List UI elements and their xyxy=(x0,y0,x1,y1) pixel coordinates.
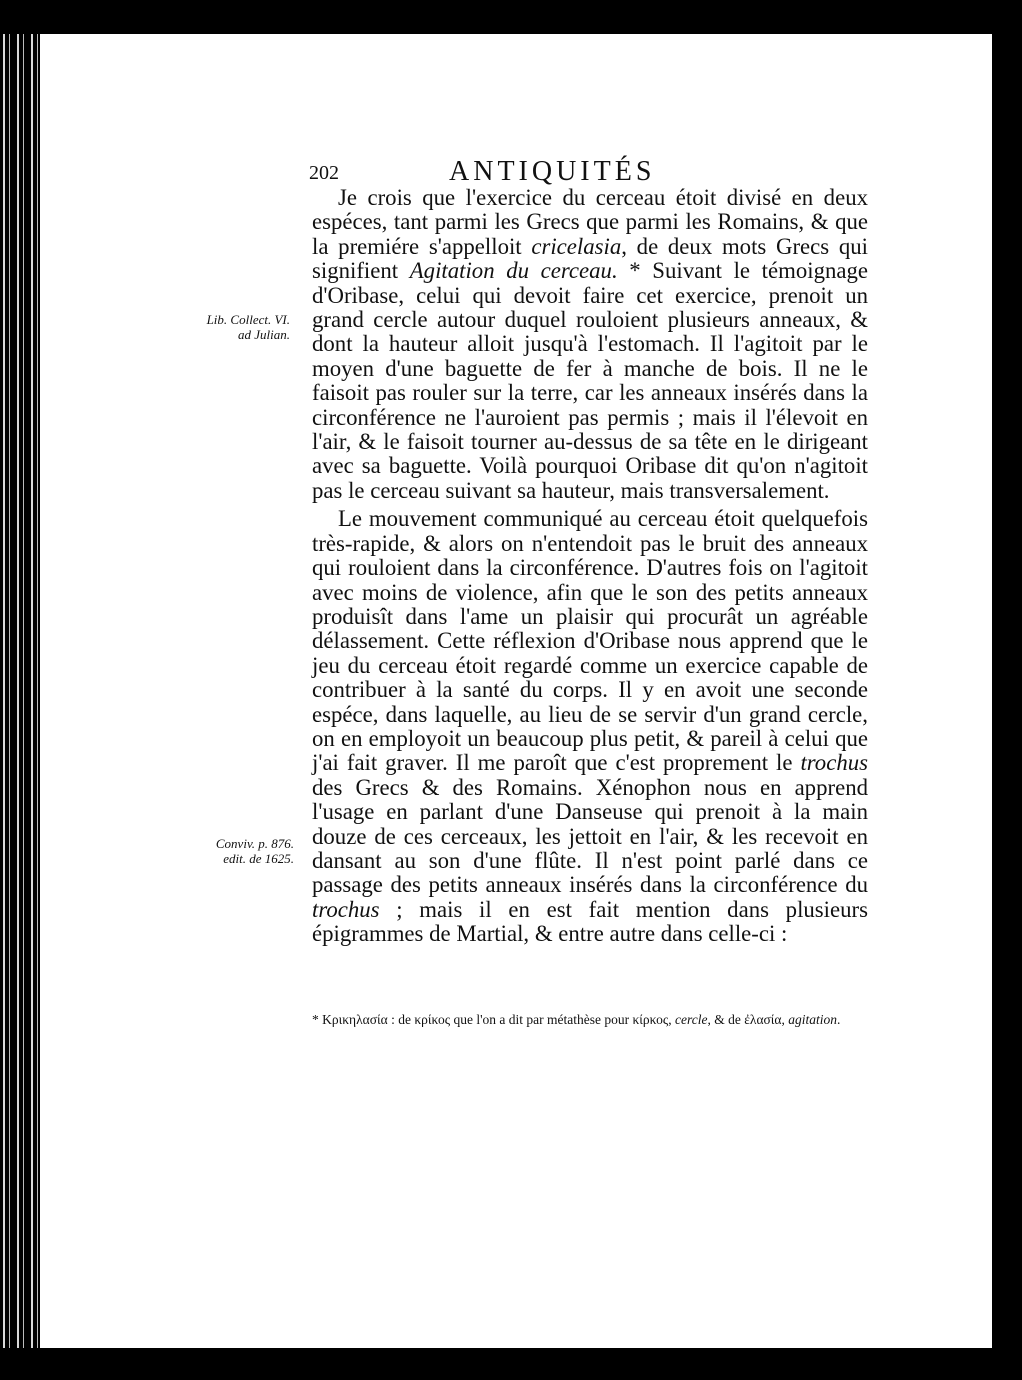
paragraph-2 xyxy=(312,507,868,946)
italic-term: cricelasia xyxy=(531,233,622,259)
italic-term: trochus xyxy=(800,750,868,776)
body-text xyxy=(312,186,868,947)
footnote-text: , & de ἐλασία, xyxy=(707,1012,789,1027)
paragraph-text: , de deux mots Grecs qui signifient xyxy=(312,233,868,284)
paragraph-1 xyxy=(312,186,868,503)
margin-note-line: ad Julian. xyxy=(238,327,290,342)
header-title: ANTIQUITÉS xyxy=(449,156,656,187)
margin-note-xenophon xyxy=(182,836,294,866)
margin-note-oribase xyxy=(178,312,290,342)
paragraph-text: des Grecs & des Romains. Xénophon nous en apprend l'usage en parlant d'une Danseuse qui prenoit à la main douze de ces cerceaux, les jettoit en l'air, & les recevoit en dansant au son d'une flûte. Il n'est point parlé dans ce passage des petits anneaux insérés dans la circonférence du xyxy=(312,774,868,898)
paragraph-text: Je crois que l'exercice du cerceau étoit divisé en deux espéces, tant parmi les Grecs que parmi les Romains, & que la premiére s'appelloit xyxy=(312,185,868,259)
footnote-italic: agitation xyxy=(788,1012,838,1027)
italic-term: Agitation du cerceau. xyxy=(409,258,618,284)
footnote xyxy=(312,1010,868,1029)
book-binding-edge xyxy=(0,34,40,1348)
paragraph-text: Le mouvement communiqué au cerceau étoit quelquefois très-rapide, & alors on n'entendoit pas le bruit des anneaux qui rouloient dans la circonférence. D'autres fois on l'agitoit avec moins de violence, afin que le son des petits anneaux produisît dans l'ame un plaisir qui procurât un agréable délassement. Cette réflexion d'Oribase nous apprend que le jeu du cerceau étoit regardé comme un exercice capable de contribuer à la santé du corps. Il y en avoit une seconde espéce, dans laquelle, au lieu de se servir d'un grand cercle, on en employoit un beaucoup plus petit, & pareil à celui que j'ai fait graver. Il me paroît que c'est proprement le xyxy=(312,506,868,776)
footnote-text: * Κρικηλασία : de κρίκος que l'on a dit par métathèse pour κίρκος, xyxy=(312,1012,675,1027)
paragraph-text: ; mais il en est fait mention dans plusieurs épigrammes de Martial, & entre autre dans celle-ci : xyxy=(312,896,868,947)
paragraph-text: * Suivant le témoignage d'Oribase, celui qui devoit faire cet exercice, prenoit un grand cercle autour duquel rouloient plusieurs anneaux, & dont la hauteur alloit jusqu'à l'estomach. Il l'agitoit par le moyen d'une baguette de fer à manche de bois. Il ne le faisoit pas rouler sur la terre, car les anneaux insérés dans la circonférence ne l'auroient pas permis ; mais il l'élevoit en l'air, & le faisoit tourner au-dessus de sa tête en le dirigeant avec sa baguette. Voilà pourquoi Oribase dit qu'on n'agitoit pas le cerceau suivant sa hauteur, mais transversalement. xyxy=(312,258,869,503)
margin-note-line: Lib. Collect. VI. xyxy=(206,312,290,327)
footnote-text: . xyxy=(837,1012,841,1027)
margin-note-line: Conviv. p. 876. xyxy=(215,836,294,851)
footnote-italic: cercle xyxy=(675,1012,708,1027)
page-number: 202 xyxy=(309,162,339,184)
italic-term: trochus xyxy=(312,896,380,922)
margin-note-line: edit. de 1625. xyxy=(223,851,294,866)
